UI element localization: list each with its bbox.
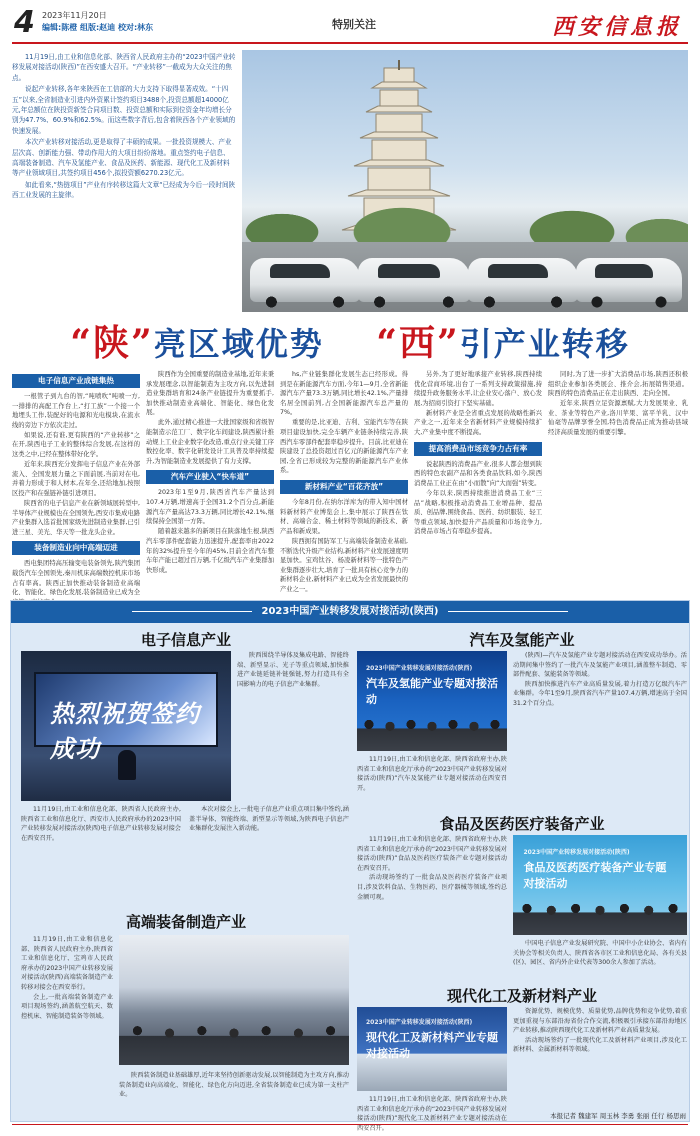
audience	[119, 1016, 349, 1065]
body-paragraph: 陕西拥有国防军工与高端装备制造业基础,不断迭代升级产业结构,新材料产业发展速度明显加快。宝鸡钛谷、杨凌新材料等一批特色产业集群逐步壮大,培育了一批具有核心竞争力的新材料企业,新材料产业已成为全省发展最快的产业之一。	[280, 537, 408, 593]
subhead-electronics: 电子信息产业成链集热	[12, 374, 140, 388]
header-meta	[42, 10, 153, 34]
body-paragraph: 如果说,还有谁,更有陕西的“产业转移”之在开,陕西电子工业的整体综合发展,在这样的这类之中,已经在整体带好化学。	[12, 431, 140, 459]
body-paragraph: 11月19日,由工业和信息化部、陕西省政府主办,陕西省工业和信息化厅承办的“2023中国产业转移发展对接活动(陕西)”现代化工及新材料产业专题对接活动在西安召开。	[357, 1096, 507, 1132]
photo-subline: 2023中国产业转移发展对接活动(陕西)	[366, 1019, 473, 1027]
body-paragraph: 新材料产业是全省重点发展的战略性新兴产业之一,近年来全省新材料产业规模持续扩大,产业集中度不断提高。	[414, 409, 542, 437]
headline-quote-shaan: “陕”	[70, 322, 154, 364]
car-image	[468, 258, 578, 302]
subhead-equipment: 装备制造业向中高端迈进	[12, 541, 140, 555]
auto-text-right	[513, 651, 687, 709]
intro-text	[12, 52, 236, 202]
body-paragraph: 陕西作为全国重要的制造业基地,近年来秉承发展理念,以智能制造为主攻方向,以先进制造业集群培育和24条产业链提升为重要抓手,加快推动制造业高端化、智能化、绿色化发展。	[146, 371, 274, 417]
body-paragraph: 说起陕西的消费品产业,很多人都会想到陕西的特色农副产品和各类食品饮料,如今,陕西消费品工业正在由“小而散”向“大而强”转变。	[414, 460, 542, 487]
photo-subline: 2023中国产业转移发展对接活动(陕西)	[523, 849, 630, 856]
car-image	[358, 258, 470, 302]
photo-auto-event	[357, 651, 507, 751]
editor-credits: 编辑:陈橙 组版:赵迪 校对:林东	[42, 23, 154, 32]
paper-logo: 西安信息报	[551, 14, 682, 40]
photo-food-event	[513, 835, 687, 935]
body-paragraph: 近年来,陕西充分发挥电子信息产业在外部流入、全国发展力量之下面前展,当前对在电,并着力形成于和人材本,在年全,还给地加,按照区投产和在强链补链引进项目。	[12, 461, 140, 497]
headline-quote-xi: “西”	[376, 322, 460, 364]
car-image	[576, 258, 682, 302]
section-title-food: 食品及医药医疗装备产业	[439, 815, 605, 833]
photo-equipment-conference	[119, 935, 349, 1065]
body-paragraph: 11月19日,由工业和信息化部、陕西省政府主办,陕西省工业和信息化厅承办的“2023中国产业转移发展对接活动(陕西)”汽车及氢能产业专题对接活动在西安召开。	[357, 756, 507, 792]
section-title-equipment: 高端装备制造产业	[125, 913, 246, 931]
body-paragraph: 重要的是,比亚迪、吉利、宝能汽车等在陕项目建设加快,完全车辆产业链条持续完善,陕西汽车零部件配套率稳步提升。目前,比亚迪在陕建设了总投资超过百亿元的新能源汽车产业园,全省已形成较为完整的新能源汽车产业体系。	[280, 419, 408, 475]
car-image	[250, 258, 360, 302]
body-paragraph: (陕西)—汽车及氢能产业专题对接活动在西安成功举办。活动期间集中签约了一批汽车及氢能产业项目,涵盖整车制造、零部件配套、氢能装备等领域。	[513, 652, 687, 679]
intro-paragraph: 11月19日,由工业和信息化部、陕西省人民政府主办的“2023中国产业转移发展对接活动(陕西)”在西安盛大召开。“产业转移”一截成为大众关注的焦点。	[12, 53, 236, 82]
body-paragraph: 资源优势、规模优势、质量优势,品牌优势和竞争优势,着重更加重视与东部沿海省份合作交流,积极吸引承接东部沿海地区产业转移,推动陕西现代化工及新材料产业高质量发展。	[513, 1008, 687, 1035]
food-text-right	[513, 939, 687, 968]
photo-subline: 2023中国产业转移发展对接活动(陕西)	[366, 665, 473, 672]
main-headline	[0, 318, 700, 368]
photo-caption-overlay	[366, 1017, 498, 1061]
body-paragraph: 近年来,陕西立足资源禀赋,大力发展果业、乳业、茶业等特色产业,洛川苹果、富平羊乳、汉中仙毫等品牌享誉全国,特色消费品正成为推动县域经济高质量发展的重要引擎。	[548, 400, 688, 437]
masthead	[12, 6, 688, 44]
body-paragraph: 中国电子信息产业发展研究院、中国中小企业协会、省内有关协会等相关负责人、陕西省各市区工业和信息化局、各有关县(区)、园区、省内外企业代表等300余人参加了活动。	[513, 940, 687, 967]
body-paragraph: 11月19日,由工业和信息化部、陕西省政府主办,陕西省工业和信息化厅承办的“2023中国产业转移发展对接活动(陕西)”食品及医药医疗装备产业专题对接活动在西安召开。	[357, 836, 507, 872]
body-paragraph: 11月19日,由工业和信息化部、陕西省人民政府主办,陕西省工业和信息化厅、西安市人民政府承办的2023中国产业转移发展对接活动(陕西)电子信息产业转移发展对接会在西安召开。	[21, 806, 181, 842]
photo-electronics-signing	[21, 651, 231, 801]
electronics-text-right	[237, 651, 349, 689]
intro-paragraph: 如此看来,“热链项目”产业有序转移这篇大文章“已经成为今后一段时间陕西工业发展的主旋律。	[12, 180, 236, 200]
article-column-3	[280, 370, 408, 595]
body-paragraph: 2023年1至9月,陕西省汽车产量达到107.4万辆,增速高于全国31.2个百分点,新能源汽车产量高达73.3万辆,同比增长42.1%,继续保持全国第一方阵。	[146, 489, 274, 526]
feature-banner: 2023中国产业转移发展对接活动(陕西)	[11, 601, 689, 623]
speaker-figure	[118, 750, 136, 780]
body-paragraph: 今年8月份,在纳尔洋库为的带入知中国材料新材料产业博览会上,集中展示了陕西在钛材、高端合金、稀土材料等领域的新技术、新产品和新成果。	[280, 499, 408, 535]
photo-headline: 现代化工及新材料产业专题对接活动	[366, 1031, 498, 1061]
body-paragraph: 陕西装备制造业基础雄厚,近年来坚持创新驱动发展,以智能制造为主攻方向,推动装备制造业向高端化、智能化、绿色化方向迈进,全省装备制造业已成为第一支柱产业。	[119, 1072, 349, 1099]
page-number: 4	[14, 5, 35, 40]
equipment-text	[21, 935, 113, 1021]
article-column-4	[414, 370, 542, 537]
body-paragraph: hs,产业链集群化发展生态已经形成。得到是在新能源汽车方面,今年1—9月,全省新能源汽车产量73.3万辆,同比增长42.1%,产量排名居全国前列,占全国新能源汽车总产量的7%。	[280, 371, 408, 417]
article-column-1	[12, 370, 140, 608]
body-paragraph: 活动现场签约了一批食品及医药医疗装备产业项目,涉及饮料食品、生物医药、医疗器械等领域,签约总金额可观。	[357, 874, 507, 901]
photo-materials-event	[357, 1007, 507, 1091]
screen-slogan: 热烈祝贺签约成功	[50, 698, 201, 763]
photo-headline: 汽车及氢能产业专题对接活动	[366, 677, 498, 706]
headline-text	[70, 322, 630, 364]
photo-headline: 食品及医药医疗装备产业专题对接活动	[523, 861, 667, 890]
body-paragraph: 同时,为了进一步扩大消费品市场,陕西还积极组织企业参加各类展会、推介会,拓展销售渠道。陕西的特色消费品正在走出陕西、走向全国。	[548, 371, 688, 398]
body-paragraph: 另外,为了更好地承接产业转移,陕西持续优化营商环境,出台了一系列支持政策措施,持续提升政务服务水平,让企业安心落户、放心发展,为招商引资打下坚实基础。	[414, 371, 542, 407]
audience	[513, 897, 687, 935]
body-paragraph: 陕西围绕半导体及集成电路、智能终端、新型显示、光子等重点领域,加快推进产业链延链补链强链,努力打造具有全国影响力的电子信息产业集群。	[237, 652, 349, 688]
section-title-materials: 现代化工及新材料产业	[446, 987, 597, 1005]
body-paragraph: 西电集团特高压输变电装备领先,陕汽集团载货汽车全国领先,秦川机床高端数控机床市场占有率高。陕西正加快推动装备制造业高端化、智能化、绿色化发展,装备制造业已成为全	[12, 560, 140, 597]
body-paragraph: 11月19日,由工业和信息化部、陕西省人民政府主办,陕西省工业和信息化厅、宝鸡市人民政府承办的2023中国产业转移发展对接活动(陕西)高端装备制造产业转移对接会在西安举行。	[21, 936, 113, 991]
body-paragraph: 此外,通过精心推进一大批国家级和省级智能制造示范工厂、数字化车间建设,陕西累计推动规上工业企业数字化改造,重点行业关键工序数控化率、数字化研发设计工具普及率持续提升,为智能制造业发展提供了有力支撑。	[146, 419, 274, 465]
article-column-2	[146, 370, 274, 576]
body-paragraph: 活动现场签约了一批现代化工及新材料产业项目,涉及化工新材料、金属新材料等领域。	[513, 1036, 687, 1054]
auto-text-left	[357, 755, 507, 793]
intro-paragraph: 本次产业转移对接活动,更是取得了丰硕的成果。一批投资规模大、产业层次高、创新能力强、带动作用大的大项目纷纷落地。重点签约电子信息、高端装备制造、汽车及氢能产业、食品及医药、新能源、现代化工及新材料等产业领域项目,共签约项目456个,拟投资额6270.23亿元。	[12, 138, 232, 178]
body-paragraph: 陕西省的电子信息产业在新领域展转型中,半导体产业规模也在全国领先,西安市集成电路产业集群入选首批国家级先进制造业集群,已引进三星、美光、华天等一批龙头企业。	[12, 500, 140, 536]
materials-text-left	[357, 1095, 507, 1133]
stage-screen	[34, 672, 219, 763]
subhead-consumer: 提高消费品市场竞争力占有率	[414, 442, 542, 456]
reporter-credits: 本报记者 魏建军 周玉林 李勇 张丽 任行 杨思雨	[550, 1112, 686, 1120]
section-title-auto: 汽车及氢能产业	[469, 631, 575, 649]
materials-text-right	[513, 1007, 687, 1055]
body-paragraph: 会上,一批高端装备制造产业项目现场签约,涵盖航空航天、数控机床、智能制造装备等领域。	[21, 993, 113, 1020]
audience	[357, 713, 507, 751]
section-title-electronics: 电子信息产业	[140, 631, 231, 649]
subhead-materials: 新材料产业“百花齐放”	[280, 480, 408, 494]
subhead-auto: 汽车产业驶入“快车道”	[146, 470, 274, 484]
photo-caption-overlay	[366, 663, 498, 707]
section-tag: 特别关注	[332, 18, 376, 31]
food-text-left	[357, 835, 507, 902]
headline-part1: 亮区域优势	[153, 325, 324, 363]
issue-date: 2023年11月20日	[42, 11, 107, 20]
body-paragraph: 陕西加快推进汽车产业高质量发展,着力打造万亿级汽车产业集群。今年1至9月,陕西省汽车产量107.4万辆,增速高于全国31.2个百分点。	[513, 680, 687, 707]
photo-caption-overlay	[523, 847, 676, 891]
body-paragraph: 本次对接会上,一批电子信息产业重点项目集中签约,涵盖半导体、智能终端、新型显示等领域,为陕西电子信息产业集群化发展注入新动能。	[189, 806, 349, 833]
headline-part2: 引产业转移	[459, 325, 630, 363]
article-column-5	[548, 370, 688, 438]
footer-rule	[12, 1124, 688, 1125]
equipment-text-bottom	[119, 1071, 349, 1100]
feature-box	[10, 600, 690, 1132]
hero-photo	[242, 50, 688, 312]
body-paragraph: 今年以来,陕西持续推进消费品工业“三品”战略,积极推动消费品工业增品种、提品质、创品牌,围绕食品、医药、纺织服装、轻工等重点领域,加快提升产品质量和市场竞争力,消费品市场占有率稳步提高。	[414, 489, 542, 536]
body-paragraph: 一根管子到九台的智,“吨喷吹”吨喷一方,一排排的高配工作台上,“打工族”一个接一个地埋头工作,装配好的电源和光电模块,在流水线的旁边下方依次走过。	[12, 393, 140, 429]
body-paragraph: 随着越来越多的新项目在陕落地生根,陕西汽车零部件配套能力迅速提升,配套率由2022年的32%提升至今年的45%,目前全省汽车整车年产能已超过百万辆,千亿级汽车产业集群加快形成。	[146, 528, 274, 574]
intro-paragraph: 说起产业转移,各年来陕西在工信部的大力支持下取得显著成效。“十四五”以来,全省制造业引进内外资累计签约项目3488个,投资总额超14000亿元,年总额位在陕投资新签合同项目数、投资总额和实际到位资金年均增长分别为47.7%、60.9%和62.5%。而这些数字背后,包含着陕西各个产业领域的快速发展。	[12, 85, 236, 135]
electronics-text	[21, 805, 349, 843]
